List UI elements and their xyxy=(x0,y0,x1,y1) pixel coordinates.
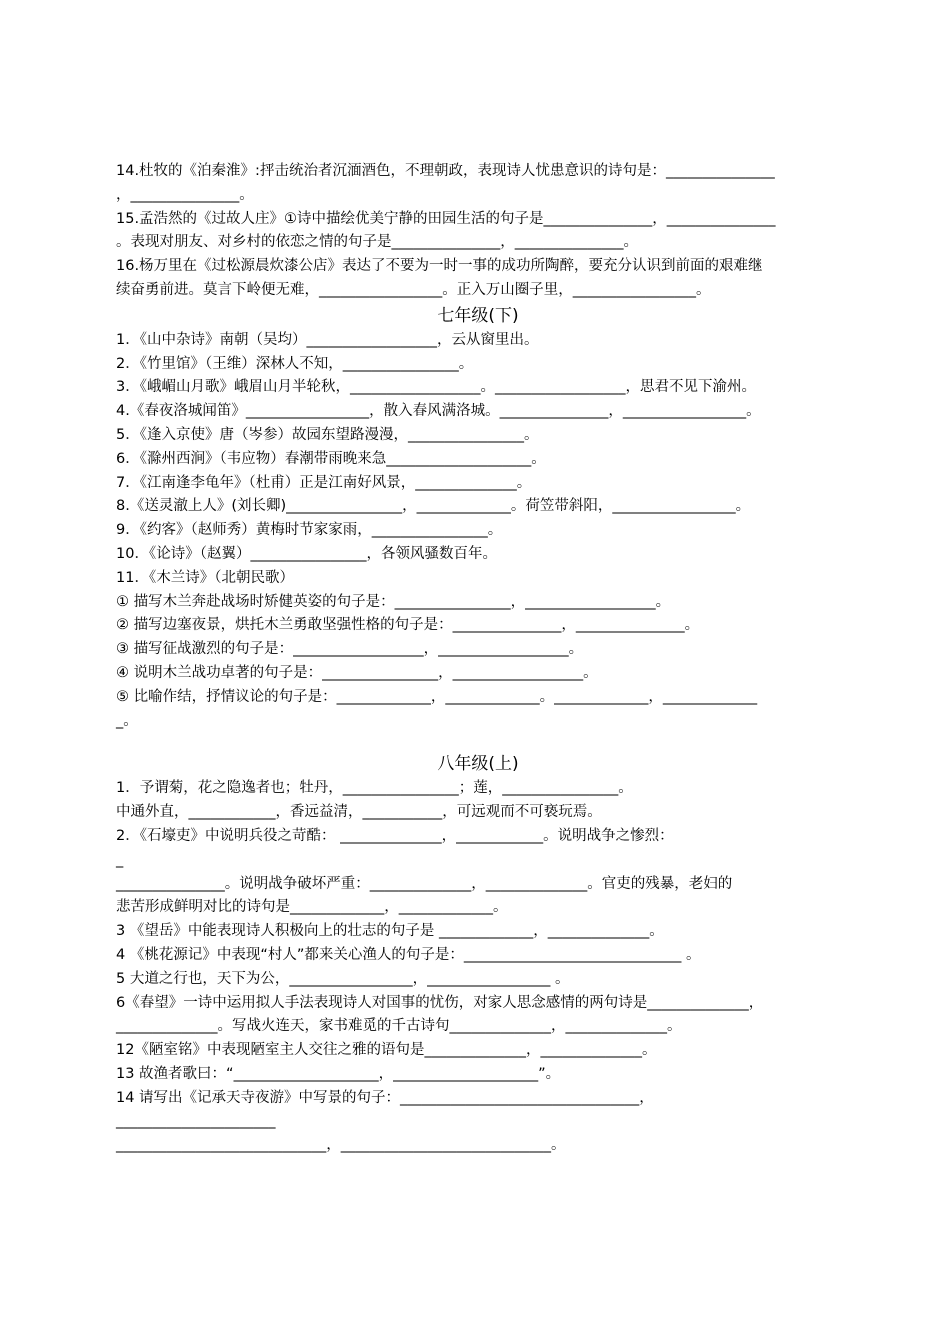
question-line: _ xyxy=(116,851,124,868)
question-line: 续奋勇前进。莫言下岭便无难，_________________。正入万山圈子里，_________________。 xyxy=(116,281,711,298)
question-line: ① 描写木兰奔赴战场时矫健英姿的句子是：________________，__________________。 xyxy=(116,593,671,610)
question-line: 8.《送灵澈上人》(刘长卿)________________，_____________。荷笠带斜阳，_________________。 xyxy=(116,498,751,515)
question-line: 5 大道之行也，天下为公，_________________，_________________ 。 xyxy=(116,970,570,987)
question-line: 4.《春夜洛城闻笛》_________________，散入春风满洛城。_______________，_________________。 xyxy=(116,403,761,420)
section-heading: 八年级(上) xyxy=(437,754,519,775)
question-line: ② 描写边塞夜景，烘托木兰勇敢坚强性格的句子是：_______________，_______________。 xyxy=(116,617,700,634)
section-spacer xyxy=(116,733,840,751)
question-line: ③ 描写征战激烈的句子是：__________________，__________________。 xyxy=(116,641,584,658)
question-line: 14.杜牧的《泊秦淮》:抨击统治者沉湎酒色，不理朝政，表现诗人忧患意识的诗句是：_______________ xyxy=(116,163,775,179)
question-line: 1．《山中杂诗》南朝（吴均）__________________，云从窗里出。 xyxy=(116,331,539,348)
question-line: 2．《竹里馆》（王维）深林人不知，________________。 xyxy=(116,355,474,372)
question-line: _______________。说明战争破坏严重：______________，______________。官吏的残暴，老妇的 xyxy=(116,875,733,892)
question-line: 5．《逢入京使》唐（岑参）故园东望路漫漫，________________。 xyxy=(116,426,539,443)
section-heading: 七年级(下) xyxy=(437,305,519,326)
worksheet xyxy=(116,160,840,1158)
section-seventh-grade-upper-tail xyxy=(116,160,840,303)
question-line: 3 《望岳》中能表现诗人积极向上的壮志的句子是 _____________，______________。 xyxy=(116,923,664,940)
question-line: 4 《桃花源记》中表现“村人”都来关心渔人的句子是：______________________________ 。 xyxy=(116,946,701,963)
question-line: ④ 说明木兰战功卓著的句子是：________________，__________________。 xyxy=(116,664,598,681)
question-line: 12《陋室铭》中表现陋室主人交往之雅的语句是______________，______________。 xyxy=(116,1042,657,1059)
question-line: ______________________ xyxy=(116,1113,276,1130)
question-line: 3．《峨嵋山月歌》峨眉山月半轮秋，__________________。__________________，思君不见下渝州。 xyxy=(116,379,756,396)
question-line: _____________________________，_____________________________。 xyxy=(116,1137,566,1154)
question-line: 。表现对朋友、对乡村的依恋之情的句子是_______________，_______________。 xyxy=(116,234,638,251)
question-line: 10．《论诗》（赵翼）________________，各领风骚数百年。 xyxy=(116,545,497,562)
question-line: 16.杨万里在《过松源晨炊漆公店》表达了不要为一时一事的成功所陶醉，要充分认识到前面的艰难继 xyxy=(116,258,763,275)
question-line: 2．《石壕吏》中说明兵役之苛酷： ______________，____________。说明战争之惨烈： xyxy=(116,827,674,844)
question-line: 1．予谓菊，花之隐逸者也；牡丹，________________；莲，________________。 xyxy=(116,780,633,797)
question-line: 悲苦形成鲜明对比的诗句是_____________，_____________。 xyxy=(116,899,508,916)
question-line: 6《春望》一诗中运用拟人手法表现诗人对国事的忧伤，对家人思念感情的两句诗是______________， xyxy=(116,994,764,1011)
question-line: 11．《木兰诗》（北朝民歌） xyxy=(116,569,294,586)
question-line: 9．《约客》（赵师秀）黄梅时节家家雨，________________。 xyxy=(116,522,503,539)
question-line: 14 请写出《记承天寺夜游》中写景的句子：_________________________________， xyxy=(116,1089,654,1106)
question-line: 7．《江南逢李龟年》（杜甫）正是江南好风景，______________。 xyxy=(116,474,532,491)
question-line: ⑤ 比喻作结，抒情议论的句子是：_____________，_____________。_____________，_____________ xyxy=(116,688,758,705)
section-seventh-grade-lower xyxy=(116,303,840,734)
question-line: ，_______________。 xyxy=(116,186,254,203)
question-line: 13 故渔者歌曰：“____________________，____________________”。 xyxy=(116,1065,561,1082)
question-line: 6．《滁州西涧》（韦应物）春潮带雨晚来急____________________。 xyxy=(116,450,546,467)
question-line: _。 xyxy=(116,712,138,729)
question-line: 中通外直，____________，香远益清，___________，可远观而不可亵玩焉。 xyxy=(116,804,602,821)
section-eighth-grade-upper xyxy=(116,751,840,1158)
question-line: ______________。写战火连天，家书难觅的千古诗句______________，______________。 xyxy=(116,1018,682,1035)
question-line: 15.孟浩然的《过故人庄》①诗中描绘优美宁静的田园生活的句子是_______________，_______________ xyxy=(116,210,776,227)
